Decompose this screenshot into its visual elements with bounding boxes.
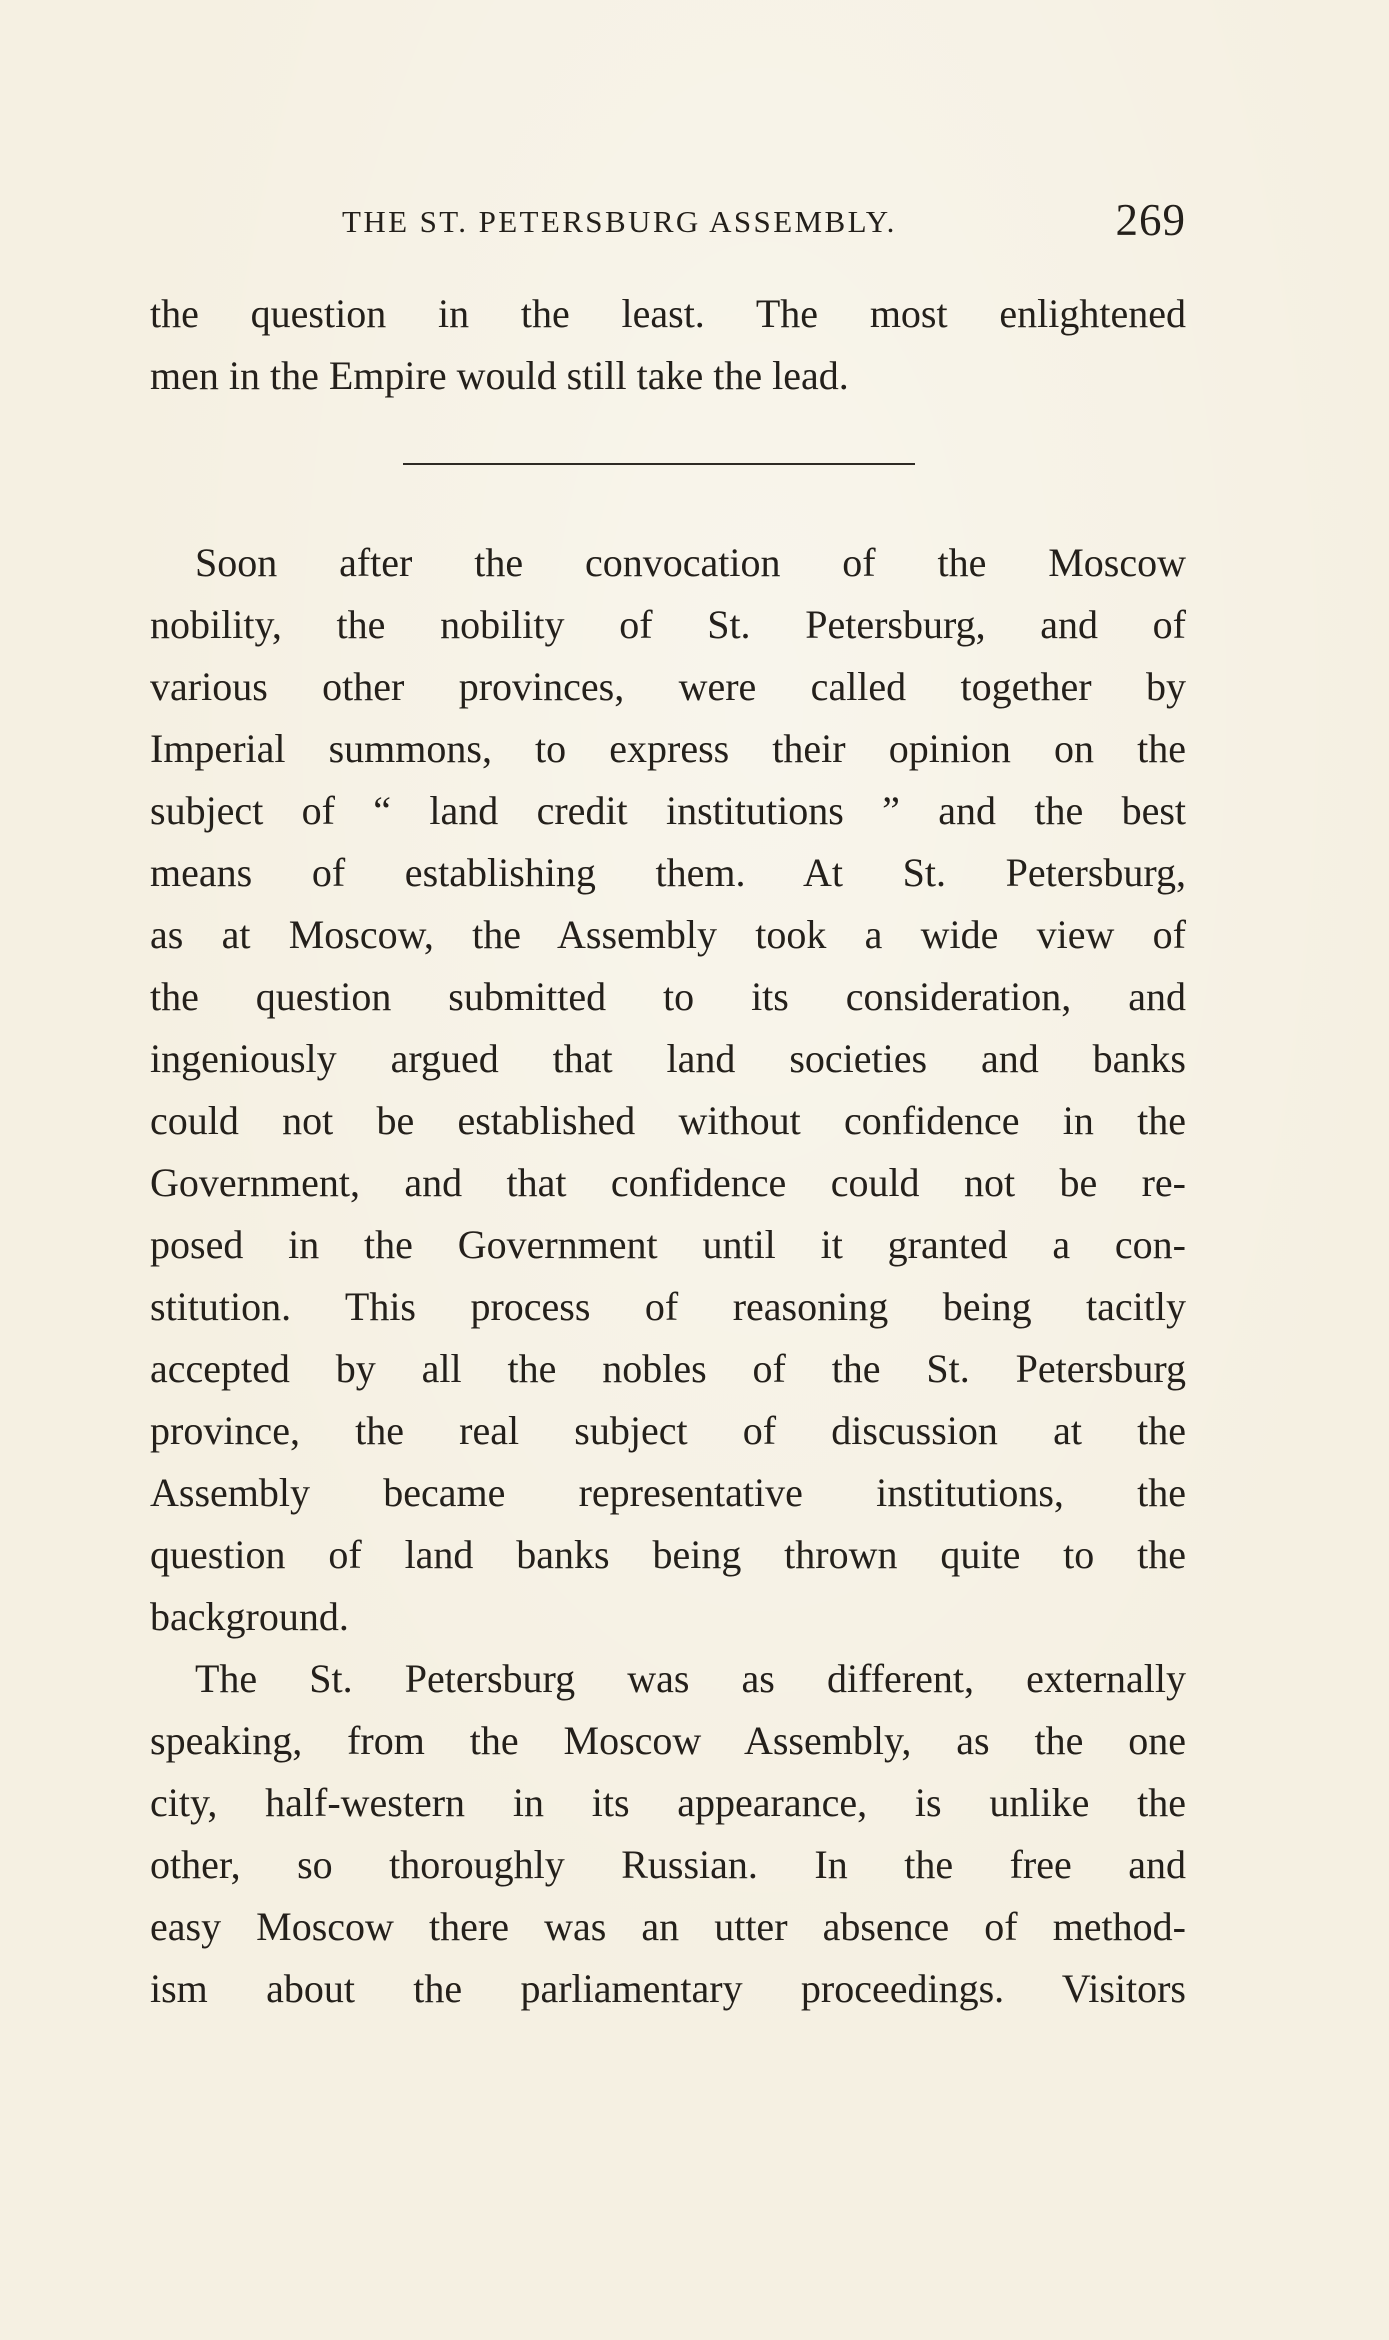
opening-paragraph-fragment [150,283,1186,407]
text-line: the question submitted to its consideration, and [150,974,1186,1019]
paragraph-first-line: Soon after the convocation of the Moscow [195,540,1186,585]
text-line: province, the real subject of discussion at the [150,1408,1186,1453]
paragraph-last-line: background. [150,1594,349,1639]
text-line: subject of “ land credit institutions ” and the best [150,788,1186,833]
text-line: various other provinces, were called together by [150,664,1186,709]
running-head [150,196,1186,248]
text-line: nobility, the nobility of St. Petersburg, and of [150,602,1186,647]
text-line: the question in the least. The most enlightened [150,291,1186,336]
text-line: Imperial summons, to express their opinion on the [150,726,1186,771]
text-line: city, half-western in its appearance, is unlike the [150,1780,1186,1825]
section-divider [403,463,915,465]
text-line: men in the Empire would still take the lead. [150,353,849,398]
text-line: as at Moscow, the Assembly took a wide view of [150,912,1186,957]
text-line: easy Moscow there was an utter absence of method- [150,1904,1186,1949]
text-line: ingeniously argued that land societies and banks [150,1036,1186,1081]
text-line: speaking, from the Moscow Assembly, as the one [150,1718,1186,1763]
text-line: ism about the parliamentary proceedings. Visitors [150,1966,1186,2011]
running-title: THE ST. PETERSBURG ASSEMBLY. [342,204,897,239]
text-line: other, so thoroughly Russian. In the free and [150,1842,1186,1887]
main-text-block [150,532,1186,2020]
page-number: 269 [1115,195,1186,245]
text-line: Government, and that confidence could not be re- [150,1160,1186,1205]
text-line: question of land banks being thrown quite to the [150,1532,1186,1577]
text-line: posed in the Government until it granted a con- [150,1222,1186,1267]
text-line: Assembly became representative institutions, the [150,1470,1186,1515]
text-line: means of establishing them. At St. Petersburg, [150,850,1186,895]
text-line: stitution. This process of reasoning being tacitly [150,1284,1186,1329]
text-line: could not be established without confidence in the [150,1098,1186,1143]
text-line: accepted by all the nobles of the St. Petersburg [150,1346,1186,1391]
paragraph-first-line: The St. Petersburg was as different, externally [195,1656,1186,1701]
